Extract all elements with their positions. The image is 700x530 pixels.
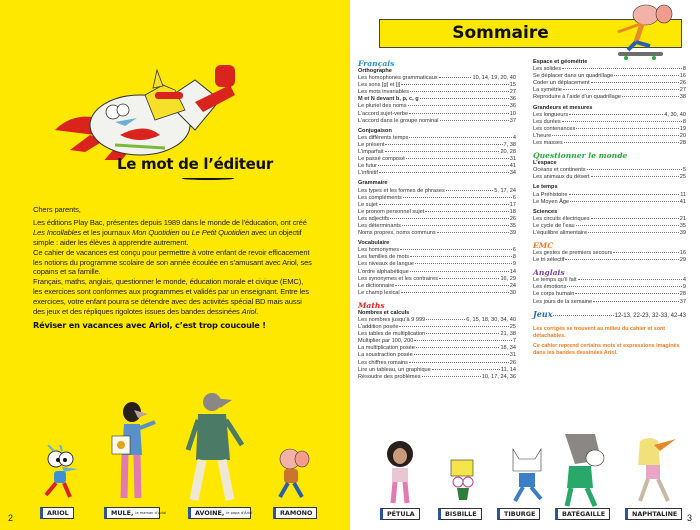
toc-entry[interactable]: Les mots invariables 27 (358, 89, 516, 96)
subsection-grammaire: Grammaire (358, 180, 388, 187)
subsection-conjugaison: Conjugaison (358, 127, 392, 134)
letter-paragraph-3: Français, maths, anglais, questionner le monde, éducation morale et civique (EMC), les exercices sont conformes aux programmes et validés par un enseignant. Entre les exercices, votre enfant pourra se détendre avec des activités spécial BD mais aussi des jeux et des répliques rigolotes issues des bandes dessinées Ariol. (33, 277, 309, 317)
toc-entry[interactable]: Le dictionnaire 24 (358, 282, 516, 289)
ramono-illustration (272, 445, 312, 500)
character-tag-ariol: ARIOL (40, 507, 74, 519)
section-emc: EMC (533, 241, 554, 251)
toc-entry[interactable]: Le présent 7, 38 (358, 141, 516, 148)
character-tag-bategaille: BATÉGAILLE (555, 508, 610, 520)
sommaire-title: Sommaire (452, 23, 549, 43)
toc-entry[interactable]: Les niveaux de langue 9 (358, 261, 516, 268)
toc-entry[interactable]: Les contenances 19 (533, 125, 686, 132)
toc-entry[interactable]: Les nombres jusqu’à 9 999 6, 15, 18, 30, 34, 40 (358, 317, 516, 323)
toc-entry[interactable]: L’addition posée 25 (358, 324, 516, 331)
letter-paragraph-1: Les éditions Play Bac, présentes depuis 1989 dans le monde de l’éducation, ont créé Les Incollables et les journaux Mon Quotidien ou Le Petit Quotidien avec un objectif simple : aider les élèves à apprendre autrement. (33, 217, 307, 247)
mule-illustration (110, 400, 160, 500)
toc-entry[interactable]: L’accord dans le groupe nominal 37 (358, 117, 516, 124)
toc-entry[interactable]: Les déterminants 35 (358, 222, 516, 229)
toc-entry[interactable]: L’infinitif 34 (358, 170, 516, 177)
toc-entry[interactable]: Le pronom personnel sujet 18 (358, 208, 516, 215)
subsection-espace-geometrie: Espace et géométrie (533, 59, 588, 65)
page-number-right: 3 (687, 513, 693, 523)
naphtaline-illustration (630, 435, 680, 505)
petula-illustration (378, 440, 423, 505)
toc-entry[interactable]: Les animaux du désert 25 (533, 174, 686, 181)
superhero-illustration (45, 40, 245, 160)
subsection-le-temps: Le temps (533, 184, 558, 191)
toc-entry[interactable]: Les synonymes et les contraires 16, 29 (358, 275, 516, 282)
toc-entry[interactable]: Les tables de multiplication 21, 38 (358, 331, 516, 338)
character-tag-mule: MULE, la maman d’Ariol (104, 507, 160, 519)
character-tag-petula: PÉTULA (380, 508, 420, 520)
toc-entry[interactable]: Le tri sélectif 29 (533, 257, 686, 264)
right-page (350, 0, 700, 530)
toc-entry[interactable]: Les longueurs 4, 30, 40 (533, 111, 686, 118)
toc-entry[interactable]: Les masses 28 (533, 140, 686, 147)
toc-entry[interactable]: Les solides 8 (533, 66, 686, 73)
page-number-left: 2 (8, 513, 14, 523)
toc-entry[interactable]: Les différents temps 4 (358, 134, 516, 141)
avoine-illustration (180, 390, 250, 505)
toc-entry[interactable]: Océans et continents 5 (533, 167, 686, 174)
toc-entry[interactable]: La Préhistoire 11 (533, 191, 686, 198)
toc-entry[interactable]: Les compléments 6 (358, 194, 516, 201)
toc-entry[interactable]: Le corps humain 28 (533, 291, 686, 298)
character-tag-avoine: AVOINE, le papa d’Ariol (188, 507, 251, 519)
character-tag-tiburge: TIBURGE (497, 508, 540, 520)
ariol-illustration (40, 445, 80, 500)
toc-entry[interactable]: Les homophones grammaticaux 10, 14, 19, 20, 40 (358, 75, 516, 82)
toc-entry[interactable]: L’ordre alphabétique 14 (358, 268, 516, 275)
toc-column-1 (358, 59, 516, 381)
subsection-espace: L’espace (533, 160, 557, 167)
toc-entry[interactable]: Les jours de la semaine 37 (533, 298, 686, 305)
toc-entry[interactable]: Les durées 8 (533, 118, 686, 125)
toc-entry[interactable]: Noms propres, noms communs 39 (358, 230, 516, 237)
toc-entry[interactable]: La soustraction posée 31 (358, 352, 516, 359)
note-expressions: Ce cahier reprend certains mots et expressions imaginés dans les bandes dessinées Ariol. (533, 342, 680, 356)
subsection-orthographe: Orthographe (358, 68, 392, 74)
toc-entry[interactable]: Le passé composé 31 (358, 156, 516, 163)
toc-entry[interactable]: Le sujet 17 (358, 201, 516, 208)
toc-entry[interactable]: Les sons [g] et [j] 15 (358, 82, 516, 89)
toc-entry-jeux[interactable]: Jeux 12-13, 22-23, 32-33, 42-43 (533, 308, 686, 319)
tiburge-illustration (505, 445, 550, 505)
toc-entry[interactable]: Coder un déplacement 26 (533, 80, 686, 87)
editor-letter (33, 205, 313, 331)
section-questionner-le-monde: Questionner le monde (533, 151, 628, 161)
toc-entry[interactable]: La symétrie 27 (533, 87, 686, 94)
toc-entry[interactable]: Résoudre des problèmes 10, 17, 24, 36 (358, 373, 516, 380)
subsection-nombres-calculs: Nombres et calculs (358, 309, 410, 316)
toc-entry[interactable]: Les émotions 9 (533, 284, 686, 291)
toc-column-2 (533, 59, 686, 357)
character-tag-ramono: RAMONO (273, 507, 317, 519)
letter-closing: Réviser en vacances avec Ariol, c’est trop coucoule ! (33, 319, 266, 330)
character-tag-naphtaline: NAPHTALINE (625, 508, 682, 520)
toc-entry[interactable]: M et N devant b, p, c, g 36 (358, 96, 516, 103)
bategaille-illustration (555, 430, 610, 508)
toc-entry[interactable]: Se déplacer dans un quadrillage 16 (533, 73, 686, 80)
toc-entry[interactable]: Les familles de mots 8 (358, 254, 516, 261)
note-corriges: Les corrigés se trouvent au milieu du cahier et sont détachables. (533, 325, 666, 339)
toc-entry[interactable]: Lire un tableau, un graphique 11, 14 (358, 366, 516, 373)
subsection-grandeurs-mesures: Grandeurs et mesures (533, 104, 593, 111)
toc-entry[interactable]: L’imparfait 20, 28 (358, 149, 516, 156)
toc-entry[interactable]: Reproduire à l’aide d’un quadrillage 38 (533, 94, 686, 101)
toc-entry[interactable]: Les homonymes 6 (358, 247, 516, 254)
section-francais: Français (358, 59, 395, 68)
toc-entry[interactable]: Les types et les formes de phrases 5, 17, 24 (358, 187, 516, 194)
toc-entry[interactable]: Les gestes de premiers secours 16 (533, 250, 686, 257)
letter-greeting: Chers parents, (33, 205, 81, 214)
toc-entry[interactable]: Le pluriel des noms 36 (358, 103, 516, 110)
section-anglais: Anglais (533, 268, 565, 278)
bisbille-illustration (445, 458, 480, 508)
toc-entry[interactable]: Le Moyen Âge 41 (533, 198, 686, 205)
subsection-vocabulaire: Vocabulaire (358, 240, 390, 247)
character-tag-bisbille: BISBILLE (438, 508, 482, 520)
toc-entry[interactable]: L’heure 20 (533, 132, 686, 139)
toc-entry[interactable]: Le futur 41 (358, 163, 516, 170)
section-maths: Maths (358, 300, 385, 310)
letter-paragraph-2: Ce cahier de vacances est conçu pour permettre à votre enfant de revoir efficacement les notions du programme scolaire de son année écoulée en s’amusant avec Ariol, ses copains et sa famille. (33, 247, 312, 277)
toc-entry[interactable]: Multiplier par 100, 200 7 (358, 338, 516, 345)
skateboard-character-illustration (610, 2, 680, 62)
toc-entry[interactable]: Le champ lexical 30 (358, 289, 516, 296)
toc-entry[interactable]: Les chiffres romains 26 (358, 359, 516, 366)
title-underline (182, 177, 234, 180)
toc-entry[interactable]: Le temps qu’il fait 4 (533, 277, 686, 284)
editor-title: Le mot de l’éditeur (117, 155, 274, 173)
subsection-sciences: Sciences (533, 208, 558, 215)
toc-entry[interactable]: La multiplication posée 18, 34 (358, 345, 516, 352)
toc-entry[interactable]: L’accord sujet-verbe 10 (358, 110, 516, 117)
toc-entry[interactable]: L’équilibre alimentaire 39 (533, 229, 686, 236)
toc-entry[interactable]: Les circuits électriques 21 (533, 215, 686, 222)
toc-entry[interactable]: Les adjectifs 26 (358, 215, 516, 222)
toc-entry[interactable]: Le cycle de l’eau 35 (533, 222, 686, 229)
